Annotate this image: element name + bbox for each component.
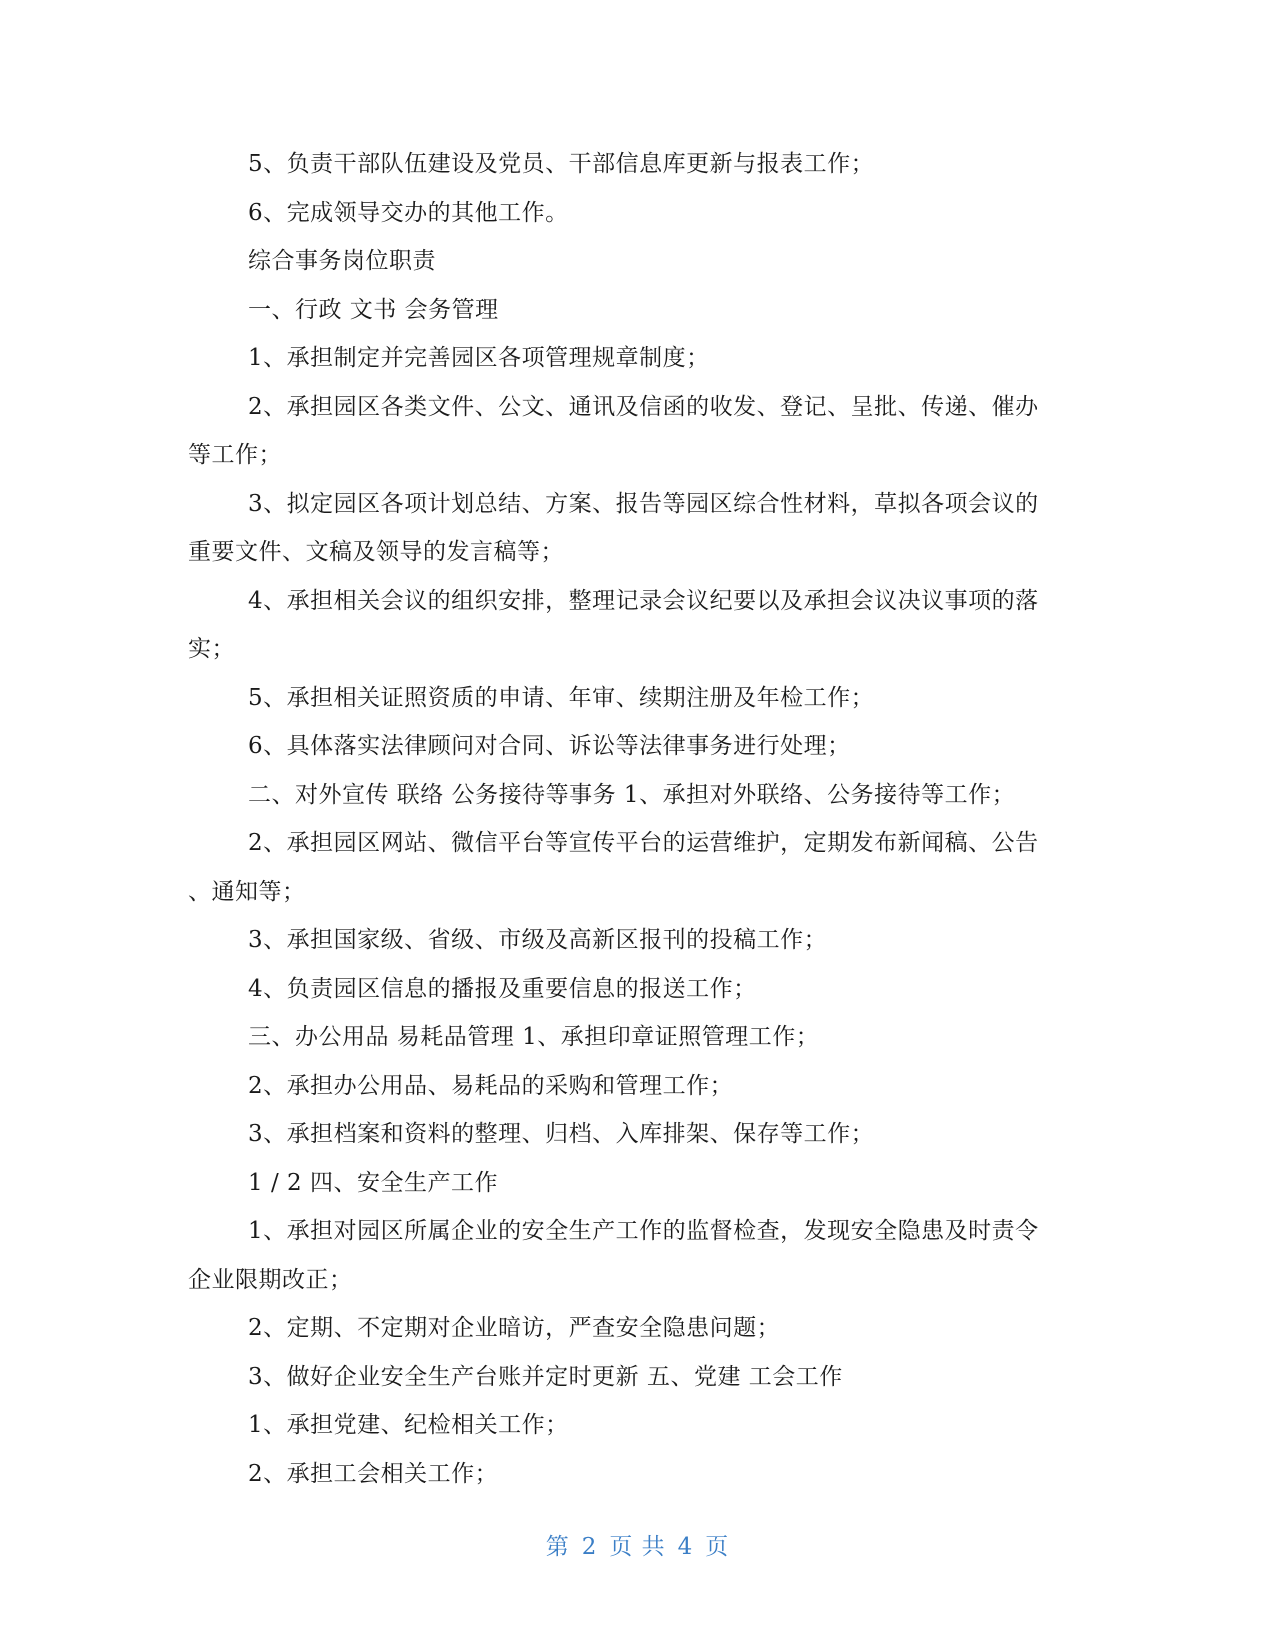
text-line: 1、承担党建、纪检相关工作； xyxy=(248,1412,569,1438)
document-body xyxy=(188,140,1088,1498)
total-pages: 4 xyxy=(677,1534,694,1560)
text-line: 3、承担国家级、省级、市级及高新区报刊的投稿工作； xyxy=(248,927,828,953)
page-footer xyxy=(0,1528,1275,1561)
section-heading: 二、对外宣传 联络 公务接待等事务 1、承担对外联络、公务接待等工作； xyxy=(248,781,1016,808)
text-line: 6、完成领导交办的其他工作。 xyxy=(248,199,569,226)
section-heading: 三、办公用品 易耗品管理 1、承担印章证照管理工作； xyxy=(248,1024,820,1050)
section-heading: 综合事务岗位职责 xyxy=(248,248,436,274)
text-line: 实； xyxy=(188,636,235,662)
footer-suffix: 页 xyxy=(705,1534,730,1560)
text-line: 4、负责园区信息的播报及重要信息的报送工作； xyxy=(248,975,757,1002)
text-line: 5、承担相关证照资质的申请、年审、续期注册及年检工作； xyxy=(248,684,875,711)
text-line: 6、具体落实法律顾问对合同、诉讼等法律事务进行处理； xyxy=(248,733,851,759)
footer-prefix: 第 xyxy=(545,1534,570,1560)
text-line: 2、承担园区各类文件、公文、通讯及信函的收发、登记、呈批、传递、催办 xyxy=(248,393,1039,420)
text-line: 2、定期、不定期对企业暗访，严查安全隐患问题； xyxy=(248,1315,781,1341)
text-line: 3、承担档案和资料的整理、归档、入库排架、保存等工作； xyxy=(248,1121,875,1147)
text-line: 2、承担工会相关工作； xyxy=(248,1460,499,1487)
text-line: 3、拟定园区各项计划总结、方案、报告等园区综合性材料，草拟各项会议的 xyxy=(248,490,1039,517)
text-line: 、通知等； xyxy=(188,878,306,905)
text-line: 重要文件、文稿及领导的发言稿等； xyxy=(188,539,564,565)
page-number: 2 xyxy=(581,1534,598,1560)
text-line: 1、承担制定并完善园区各项管理规章制度； xyxy=(248,345,710,371)
section-heading: 1 / 2 四、安全生产工作 xyxy=(248,1169,498,1196)
text-line: 1、承担对园区所属企业的安全生产工作的监督检查，发现安全隐患及时责令 xyxy=(248,1218,1039,1244)
text-line: 2、承担园区网站、微信平台等宣传平台的运营维护，定期发布新闻稿、公告 xyxy=(248,830,1039,856)
text-line: 3、做好企业安全生产台账并定时更新 五、党建 工会工作 xyxy=(248,1363,843,1390)
text-line: 5、负责干部队伍建设及党员、干部信息库更新与报表工作； xyxy=(248,151,875,177)
text-line: 4、承担相关会议的组织安排，整理记录会议纪要以及承担会议决议事项的落 xyxy=(248,587,1039,614)
text-line: 企业限期改正； xyxy=(188,1266,353,1293)
text-line: 等工作； xyxy=(188,442,282,468)
section-heading: 一、行政 文书 会务管理 xyxy=(248,296,499,323)
text-line: 2、承担办公用品、易耗品的采购和管理工作； xyxy=(248,1072,734,1099)
footer-mid: 页 共 xyxy=(609,1534,666,1560)
